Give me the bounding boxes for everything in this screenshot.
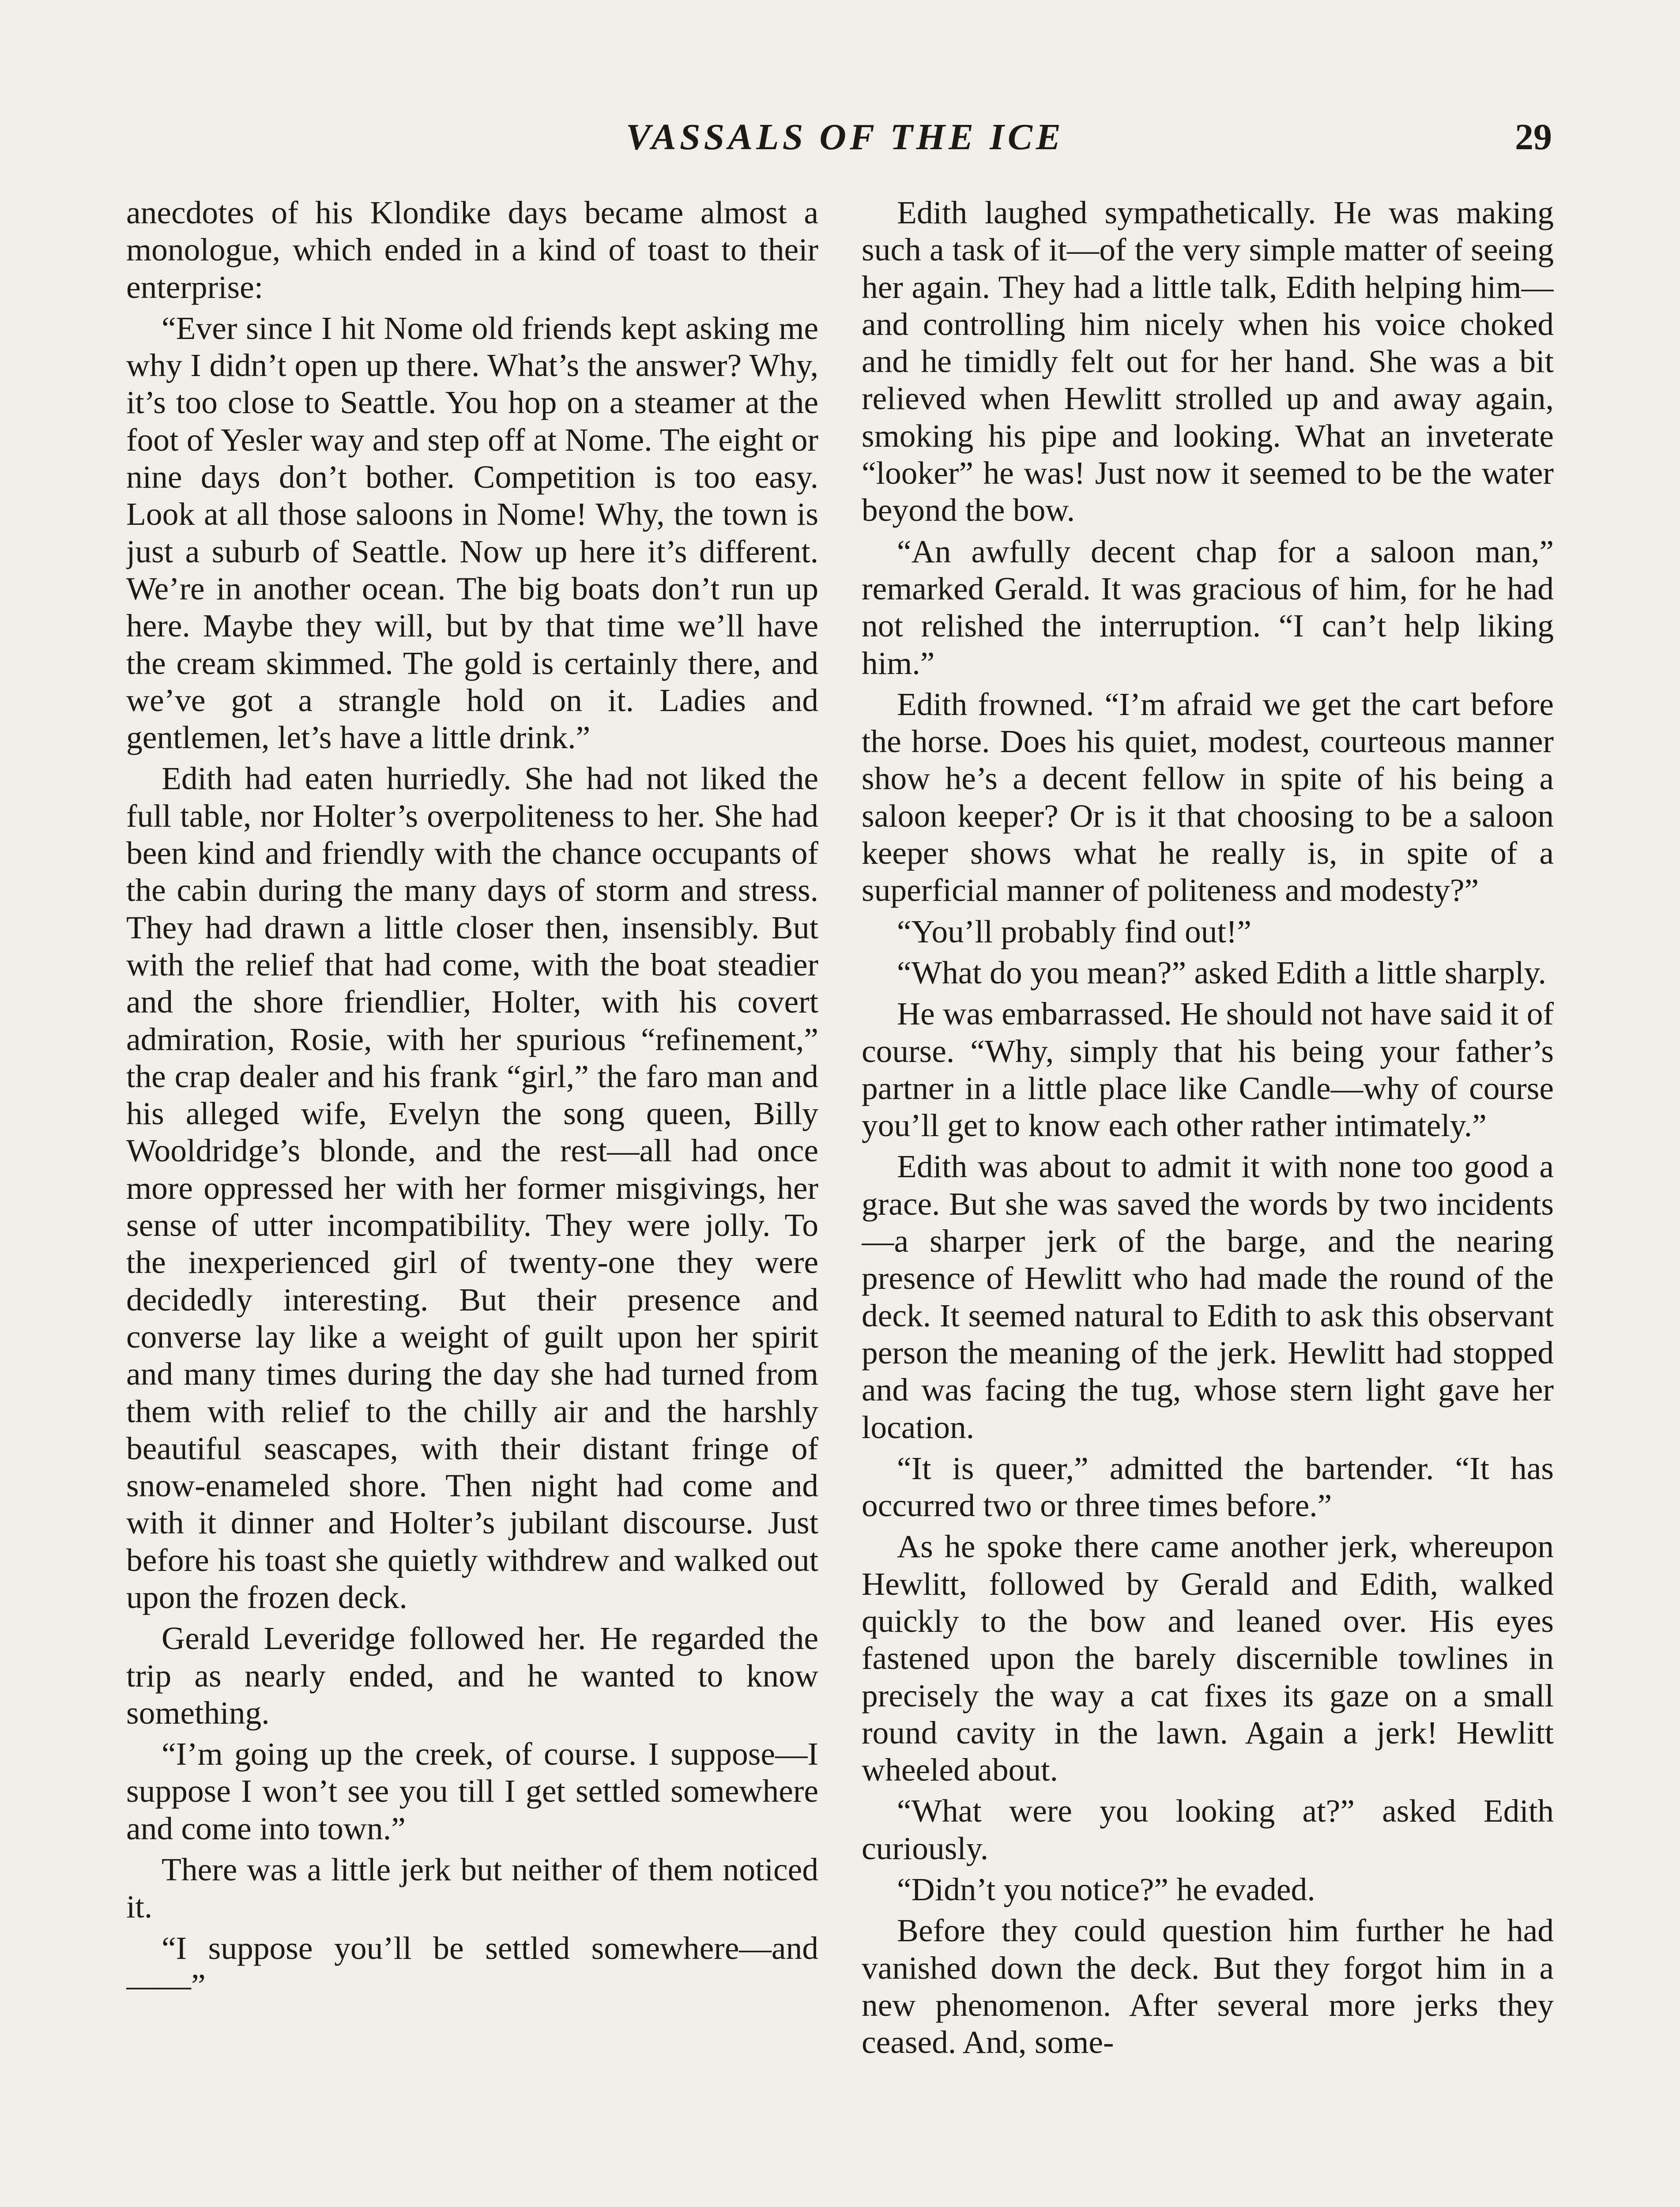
paragraph: “Didn’t you notice?” he evaded. (897, 1872, 1315, 1908)
paragraph: There was a little jerk but neither of them noticed it. (126, 1852, 818, 1925)
paragraph: Edith had eaten hurriedly. She had not liked the full table, nor Holter’s overpoliteness to her. She had been kind and friendly with the chance occupants of the cabin during the many days of storm and stress. They had drawn a little closer then, insensibly. But with the relief that had come, with the boat steadier and the shore friendlier, Holter, with his covert admiration, Rosie, with her spurious “refinement,” the crap dealer and his frank “girl,” the faro man and his alleged wife, Evelyn the song queen, Billy Wooldridge’s blonde, and the rest—all had once more oppressed her with her former misgivings, her sense of utter incompatibility. They were jolly. To the inexperienced girl of twenty-one they were decidedly interesting. But their presence and converse lay like a weight of guilt upon her spirit and many times during the day she had turned from them with relief to the chilly air and the harshly beautiful seascapes, with their distant fringe of snow-enameled shore. Then night had come and with it dinner and Holter’s jubilant discourse. Just before his toast she quietly withdrew and walked out upon the frozen deck. (126, 761, 818, 1615)
paragraph: Edith laughed sympathetically. He was making such a task of it—of the very simple matter of seeing her again. They had a little talk, Edith helping him—and controlling him nicely when his voice choked and he timidly felt out for her hand. She was a bit relieved when Hewlitt strolled up and away again, smoking his pipe and looking. What an inveterate “looker” he was! Just now it seemed to be the water beyond the bow. (862, 195, 1554, 528)
paragraph: As he spoke there came another jerk, whereupon Hewlitt, followed by Gerald and Edith, walked quickly to the bow and leaned over. His eyes fastened upon the barely discernible towlines in precisely the way a cat fixes its gaze on a small round cavity in the lawn. Again a jerk! Hewlitt wheeled about. (862, 1529, 1554, 1788)
paragraph: He was embarrassed. He should not have said it of course. “Why, simply that his being your father’s partner in a little place like Candle—why of course you’ll get to know each other rather intimately.” (862, 996, 1554, 1144)
paragraph: “What were you looking at?” asked Edith curiously. (862, 1793, 1554, 1866)
paragraph: Gerald Leveridge followed her. He regarded the trip as nearly ended, and he wanted to know something. (126, 1620, 818, 1731)
paragraph: Edith frowned. “I’m afraid we get the cart before the horse. Does his quiet, modest, courteous manner show he’s a decent fellow in spite of his being a saloon keeper? Or is it that choosing to be a saloon keeper shows what he really is, in spite of a superficial manner of politeness and modesty?” (862, 686, 1554, 908)
paragraph: “You’ll probably find out!” (897, 913, 1251, 949)
paragraph: “I suppose you’ll be settled somewhere—and——” (126, 1930, 818, 2003)
left-text-column (126, 194, 818, 2207)
paragraph: Before they could question him further he had vanished down the deck. But they forgot him in a new phenomenon. After several more jerks they ceased. And, some- (862, 1913, 1554, 2060)
paragraph: “It is queer,” admitted the bartender. “It has occurred two or three times before.” (862, 1450, 1554, 1524)
page-number: 29 (1515, 117, 1552, 158)
running-title: VASSALS OF THE ICE (626, 117, 1064, 158)
paragraph: “I’m going up the creek, of course. I suppose—I suppose I won’t see you till I get settled somewhere and come into town.” (126, 1736, 818, 1846)
paragraph: Edith was about to admit it with none too good a grace. But she was saved the words by two incidents—a sharper jerk of the barge, and the nearing presence of Hewlitt who had made the round of the deck. It seemed natural to Edith to ask this observant person the meaning of the jerk. Hewlitt had stopped and was facing the tug, whose stern light gave her location. (862, 1149, 1554, 1445)
paragraph: “What do you mean?” asked Edith a little sharply. (897, 954, 1546, 991)
paragraph: “Ever since I hit Nome old friends kept asking me why I didn’t open up there. What’s the answer? Why, it’s too close to Seattle. You hop on a steamer at the foot of Yesler way and step off at Nome. The eight or nine days don’t bother. Competition is too easy. Look at all those saloons in Nome! Why, the town is just a suburb of Seattle. Now up here it’s different. We’re in another ocean. The big boats don’t run up here. Maybe they will, but by that time we’ll have the cream skimmed. The gold is certainly there, and we’ve got a strangle hold on it. Ladies and gentlemen, let’s have a little drink.” (126, 310, 818, 756)
paragraph: anecdotes of his Klondike days became almost a monologue, which ended in a kind of toast to their enterprise: (126, 195, 818, 305)
right-text-column (862, 194, 1554, 2207)
paragraph: “An awfully decent chap for a saloon man,” remarked Gerald. It was gracious of him, for he had not relished the interruption. “I can’t help liking him.” (862, 533, 1554, 681)
running-header (0, 116, 1680, 164)
